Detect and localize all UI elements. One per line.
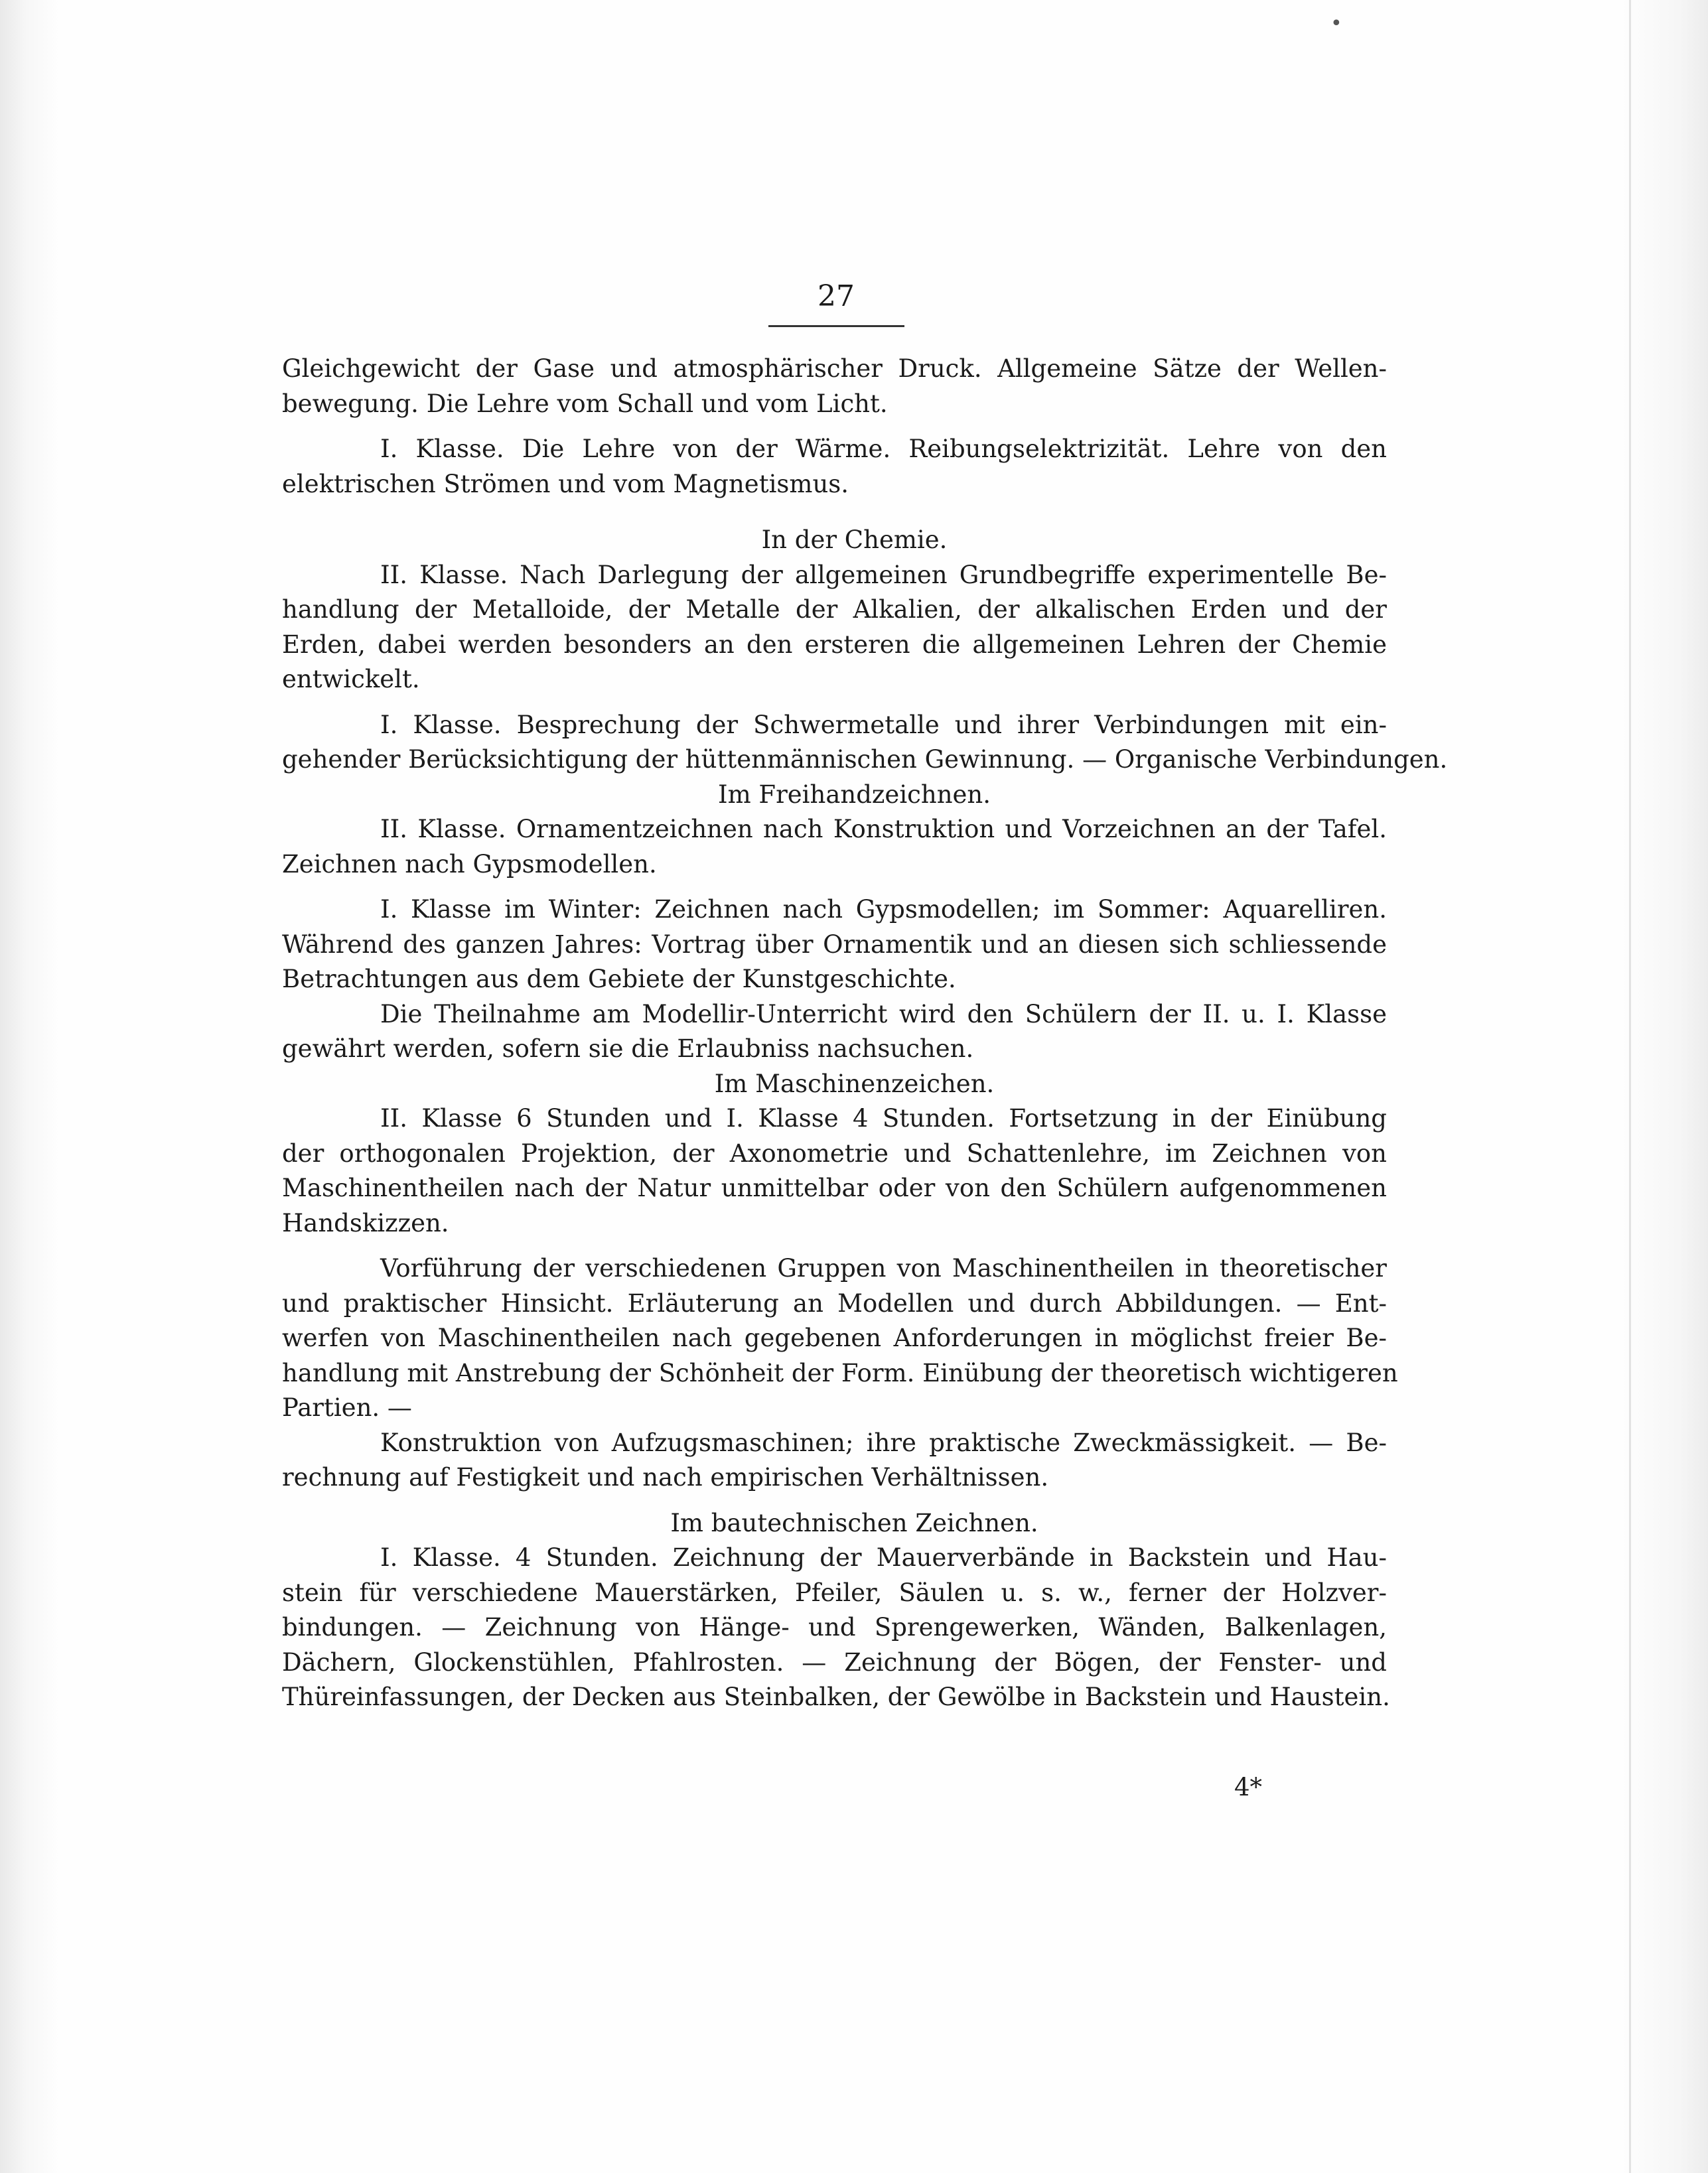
text-line: Zeichnen nach Gypsmodellen. [282, 849, 657, 878]
text-line: der orthogonalen Projektion, der Axonometrie und Schattenlehre, im Zeichnen von [282, 1139, 1387, 1168]
text-line: gehender Berücksichtigung der hüttenmännischen Gewinnung. — Organische Verbindungen. [282, 745, 1448, 774]
text-line: I. Klasse. Besprechung der Schwermetalle und ihrer Verbindungen mit ein- [380, 710, 1387, 739]
text-line: Die Theilnahme am Modellir-Unterricht wird den Schülern der II. u. I. Klasse [380, 999, 1387, 1028]
text-line: bindungen. — Zeichnung von Hänge- und Sprengewerken, Wänden, Balkenlagen, [282, 1613, 1387, 1642]
text-line: Betrachtungen aus dem Gebiete der Kunstgeschichte. [282, 965, 956, 993]
text-line: handlung mit Anstrebung der Schönheit der Form. Einübung der theoretisch wichtigeren [282, 1358, 1398, 1387]
text-line: gewährt werden, sofern sie die Erlaubniss nachsuchen. [282, 1034, 974, 1063]
text-line: Partien. — [282, 1393, 412, 1422]
text-line: und praktischer Hinsicht. Erläuterung an Modellen und durch Abbildungen. — Ent- [282, 1289, 1387, 1318]
text-line: Thüreinfassungen, der Decken aus Steinbalken, der Gewölbe in Backstein und Haustein. [282, 1683, 1390, 1711]
text-line: elektrischen Strömen und vom Magnetismus. [282, 469, 849, 498]
section-heading-chemie: In der Chemie. [761, 526, 948, 554]
text-line: I. Klasse. 4 Stunden. Zeichnung der Mauerverbände in Backstein und Hau- [380, 1543, 1387, 1572]
text-line: werfen von Maschinentheilen nach gegebenen Anforderungen in möglichst freier Be- [282, 1324, 1387, 1352]
section-heading-maschinenzeichen: Im Maschinenzeichen. [714, 1069, 995, 1098]
text-line: II. Klasse. Ornamentzeichnen nach Konstruktion und Vorzeichnen an der Tafel. [380, 815, 1387, 843]
signature-mark: 4* [1234, 1773, 1263, 1801]
text-line: entwickelt. [282, 665, 420, 693]
text-line: Vorführung der verschiedenen Gruppen von Maschinentheilen in theoretischer [380, 1254, 1387, 1283]
page-fold-line [1629, 0, 1631, 2173]
text-line: Während des ganzen Jahres: Vortrag über Ornamentik und an diesen sich schliessende [282, 930, 1387, 959]
section-heading-freihandzeichnen: Im Freihandzeichnen. [717, 780, 991, 809]
text-line: Dächern, Glockenstühlen, Pfahlrosten. — Zeichnung der Bögen, der Fenster- und [282, 1647, 1387, 1677]
corner-mark: • [1330, 12, 1342, 35]
page-number-rule [768, 325, 904, 327]
text-line: II. Klasse 6 Stunden und I. Klasse 4 Stunden. Fortsetzung in der Einübung [380, 1104, 1387, 1133]
page-number: 27 [818, 279, 855, 313]
text-line: Erden, dabei werden besonders an den ersteren die allgemeinen Lehren der Chemie [282, 630, 1387, 659]
text-line: II. Klasse. Nach Darlegung der allgemeinen Grundbegriffe experimentelle Be- [380, 560, 1387, 589]
text-line: stein für verschiedene Mauerstärken, Pfeiler, Säulen u. s. w., ferner der Holzver- [282, 1578, 1387, 1607]
text-line: I. Klasse im Winter: Zeichnen nach Gypsmodellen; im Sommer: Aquarelliren. [380, 895, 1387, 924]
text-line: Handskizzen. [282, 1208, 449, 1237]
section-heading-bautechnisch: Im bautechnischen Zeichnen. [670, 1508, 1038, 1537]
text-line: Konstruktion von Aufzugsmaschinen; ihre praktische Zweckmässigkeit. — Be- [380, 1428, 1387, 1457]
text-line: bewegung. Die Lehre vom Schall und vom Licht. [282, 389, 888, 418]
body-text [282, 352, 1448, 1715]
text-line: Gleichgewicht der Gase und atmosphärischer Druck. Allgemeine Sätze der Wellen- [282, 354, 1387, 383]
text-line: rechnung auf Festigkeit und nach empirischen Verhältnissen. [282, 1463, 1049, 1492]
text-line: handlung der Metalloide, der Metalle der Alkalien, der alkalischen Erden und der [282, 595, 1387, 624]
text-line: Maschinentheilen nach der Natur unmittelbar oder von den Schülern aufgenommenen [282, 1174, 1387, 1202]
text-line: I. Klasse. Die Lehre von der Wärme. Reibungselektrizität. Lehre von den [380, 435, 1387, 463]
